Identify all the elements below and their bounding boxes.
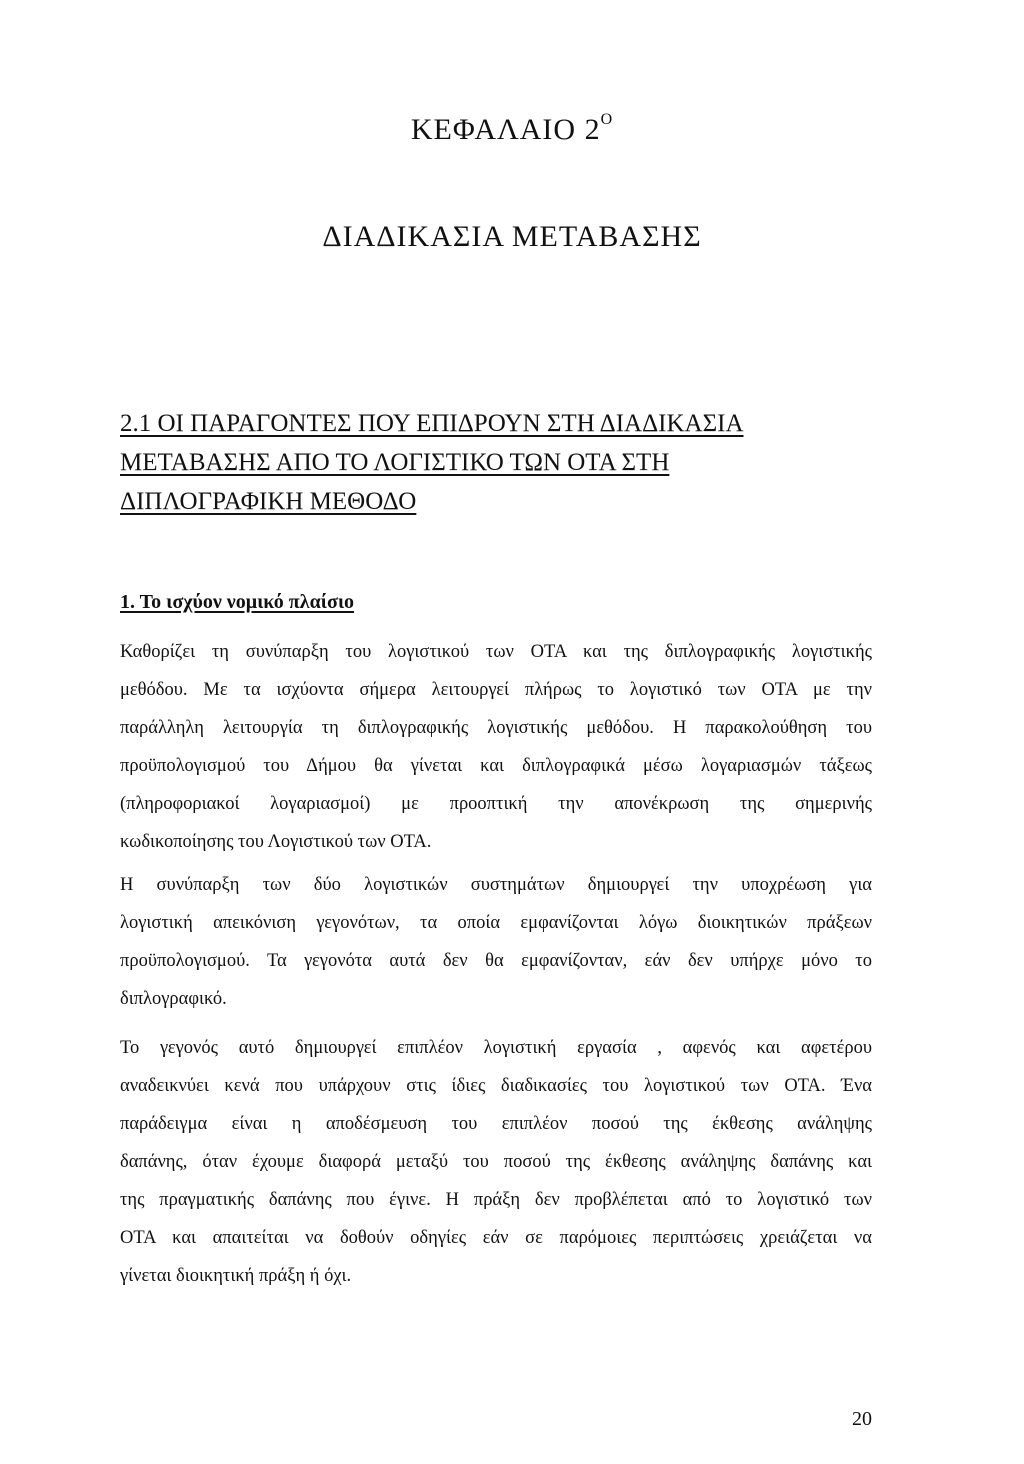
paragraph-line: της πραγματικής δαπάνης που έγινε. Η πράξη δεν προβλέπεται από το λογιστικό των [120, 1190, 872, 1210]
paragraph-line: παράδειγμα είναι η αποδέσμευση του επιπλέον ποσού της έκθεσης ανάληψης [120, 1114, 872, 1134]
chapter-title-superscript: Ο [600, 111, 614, 128]
section-heading-line: 2.1 ΟΙ ΠΑΡΑΓΟΝΤΕΣ ΠΟΥ ΕΠΙΔΡΟΥΝ ΣΤΗ ΔΙΑΔΙΚΑΣΙΑ [120, 410, 744, 437]
paragraph-line: παράλληλη λειτουργία τη διπλογραφικής λογιστικής μεθόδου. Η παρακολούθηση του [120, 718, 872, 738]
chapter-title [0, 113, 1024, 147]
paragraph-line: μεθόδου. Με τα ισχύοντα σήμερα λειτουργεί πλήρως το λογιστικό των ΟΤΑ με την [120, 680, 872, 700]
paragraph-line: (πληροφοριακοί λογαριασμοί) με προοπτική την απονέκρωση της σημερινής [120, 794, 872, 814]
paragraph-line: λογιστική απεικόνιση γεγονότων, τα οποία εμφανίζονται λόγω διοικητικών πράξεων [120, 913, 872, 933]
paragraph-line: δαπάνης, όταν έχουμε διαφορά μεταξύ του ποσού της έκθεσης ανάληψης δαπάνης και [120, 1152, 872, 1172]
paragraph-line: προϋπολογισμού του Δήμου θα γίνεται και διπλογραφικά μέσω λογαριασμών τάξεως [120, 756, 872, 776]
paragraph-1 [120, 633, 872, 861]
paragraph-line: Το γεγονός αυτό δημιουργεί επιπλέον λογιστική εργασία , αφενός και αφετέρου [120, 1038, 872, 1058]
section-heading [120, 404, 820, 521]
paragraph-line: διπλογραφικό. [120, 989, 227, 1009]
paragraph-line: Καθορίζει τη συνύπαρξη του λογιστικού των ΟΤΑ και της διπλογραφικής λογιστικής [120, 642, 872, 662]
chapter-subtitle: ΔΙΑΔΙΚΑΣΙΑ ΜΕΤΑΒΑΣΗΣ [322, 220, 702, 253]
paragraph-line: γίνεται διοικητική πράξη ή όχι. [120, 1266, 352, 1286]
page-number: 20 [852, 1408, 872, 1430]
paragraph-line: προϋπολογισμού. Τα γεγονότα αυτά δεν θα εμφανίζονταν, εάν δεν υπήρχε μόνο το [120, 951, 872, 971]
section-heading-line: ΔΙΠΛΟΓΡΑΦΙΚΗ ΜΕΘΟΔΟ [120, 488, 417, 515]
paragraph-line: αναδεικνύει κενά που υπάρχουν στις ίδιες διαδικασίες του λογιστικού των ΟΤΑ. Ένα [120, 1076, 872, 1096]
paragraph-line: κωδικοποίησης του Λογιστικού των ΟΤΑ. [120, 832, 432, 852]
paragraph-2 [120, 866, 872, 1018]
paragraph-line: ΟΤΑ και απαιτείται να δοθούν οδηγίες εάν σε παρόμοιες περιπτώσεις χρειάζεται να [120, 1228, 872, 1248]
sub-heading: 1. Το ισχύον νομικό πλαίσιο [120, 591, 355, 613]
section-heading-line: ΜΕΤΑΒΑΣΗΣ ΑΠΟ ΤΟ ΛΟΓΙΣΤΙΚΟ ΤΩΝ ΟΤΑ ΣΤΗ [120, 449, 670, 476]
paragraph-3 [120, 1029, 872, 1295]
paragraph-line: Η συνύπαρξη των δύο λογιστικών συστημάτων δημιουργεί την υποχρέωση για [120, 875, 872, 895]
chapter-title-text: ΚΕΦΑΛΑΙΟ 2 [410, 113, 601, 146]
